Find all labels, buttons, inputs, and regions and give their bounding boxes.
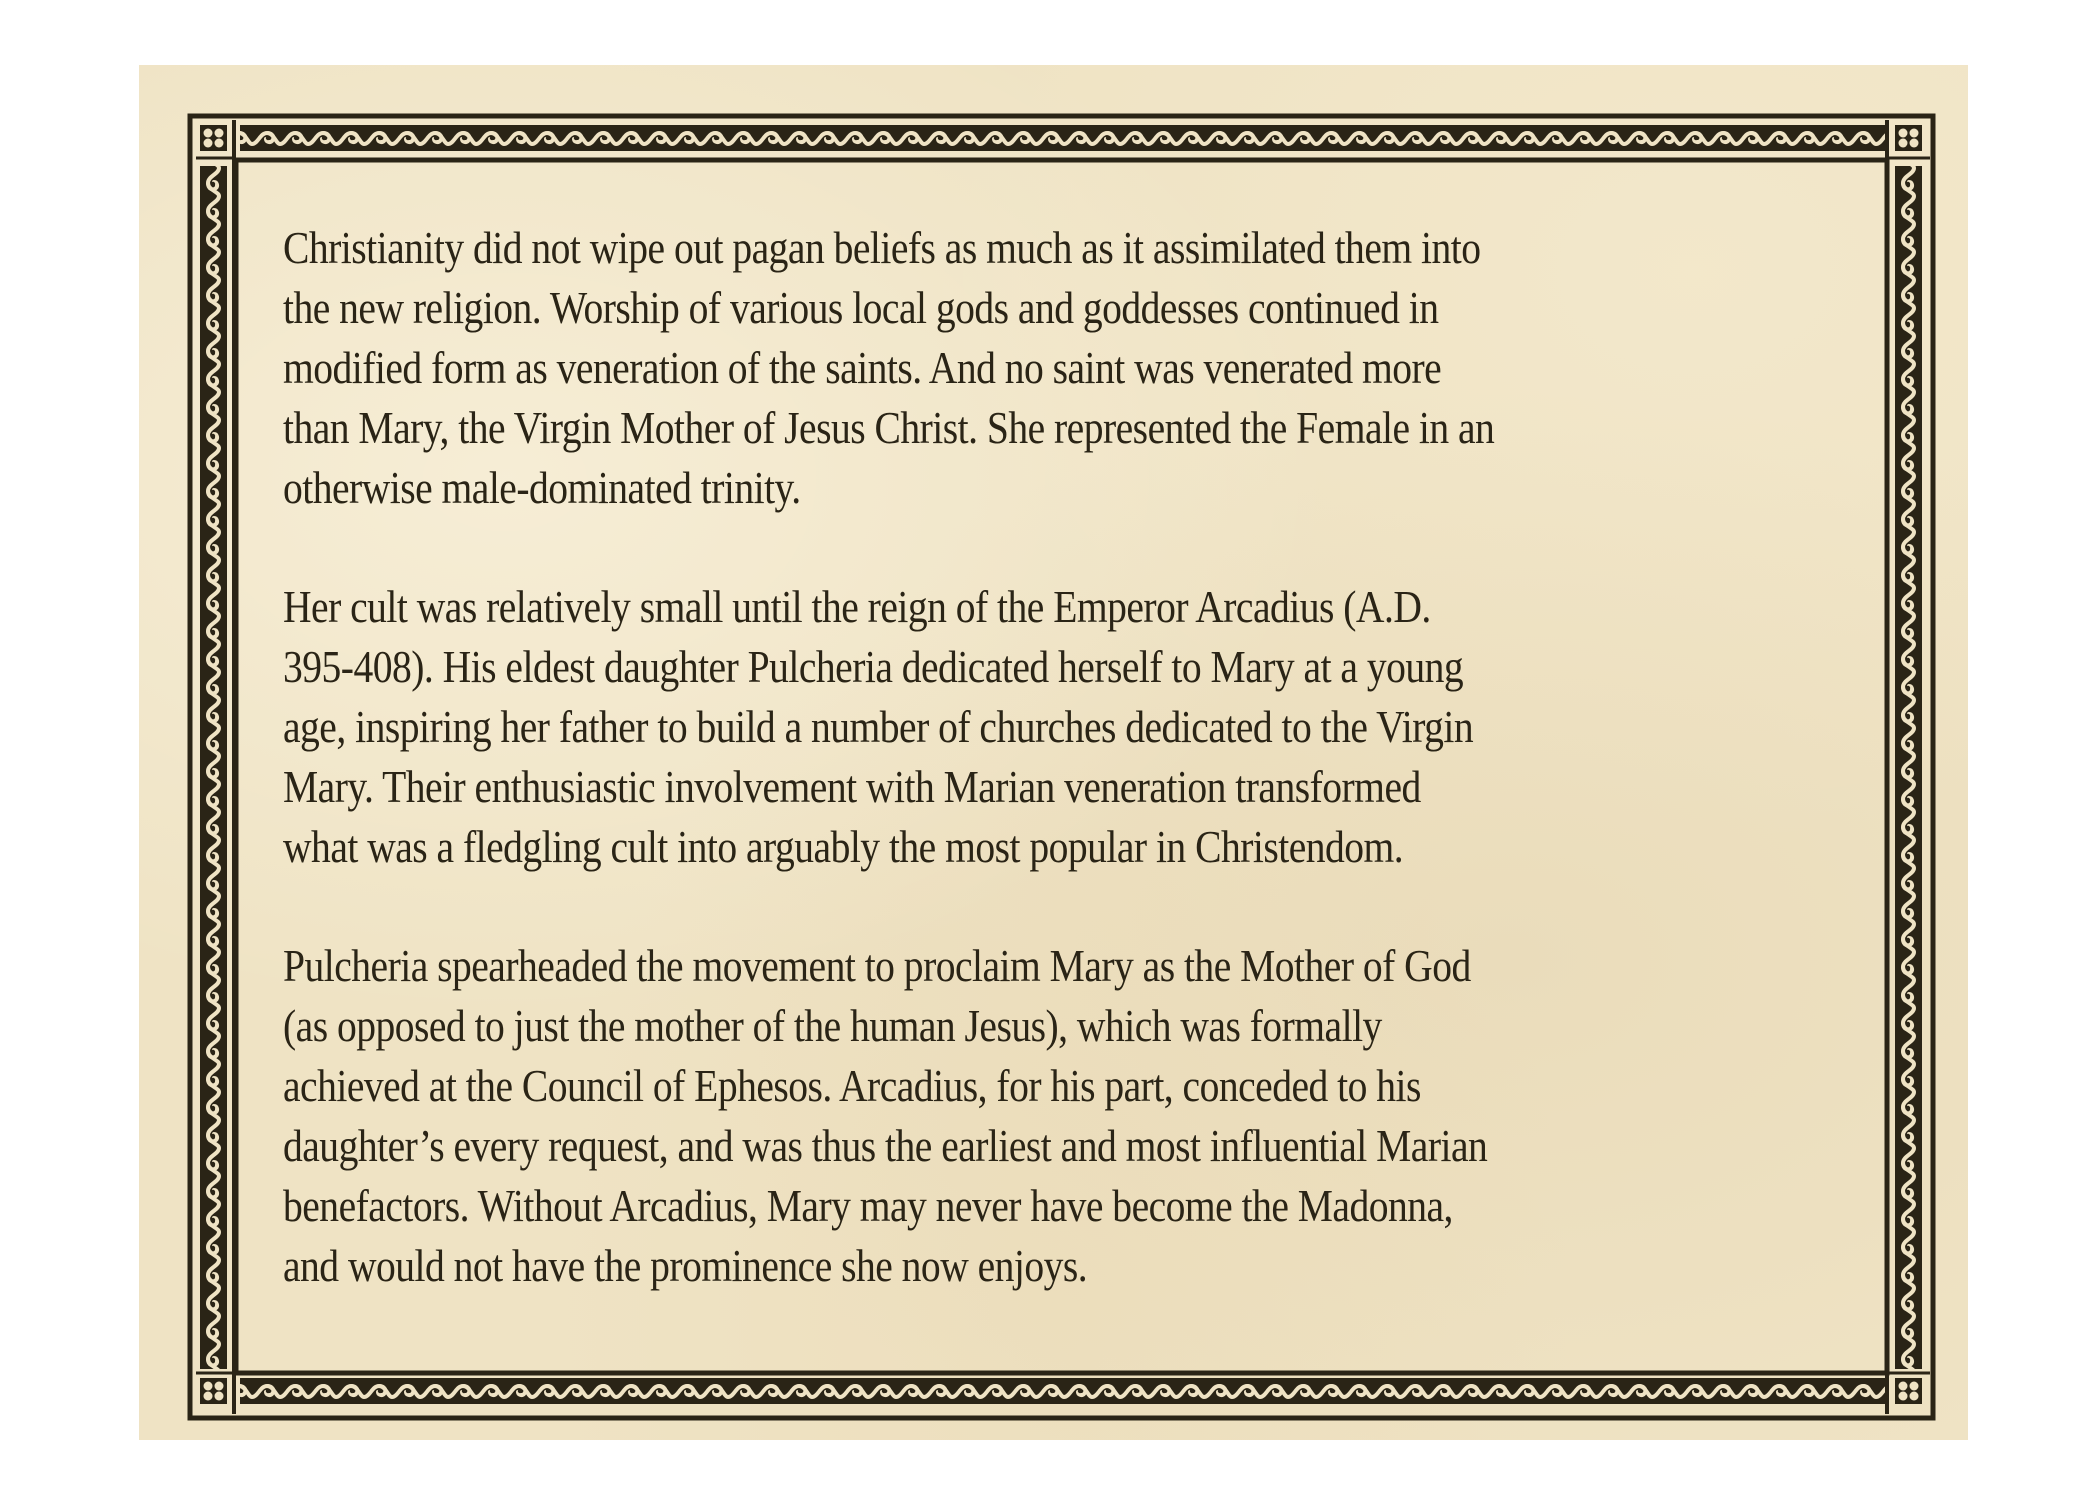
top-border-band xyxy=(240,125,1888,151)
paragraph-1 xyxy=(283,218,1874,518)
text-line: otherwise male-dominated trinity. xyxy=(283,462,801,513)
text-line: the new religion. Worship of various local gods and goddesses continued in xyxy=(283,282,1439,333)
text-line: 395-408). His eldest daughter Pulcheria dedicated herself to Mary at a young xyxy=(283,641,1464,692)
document-body xyxy=(283,218,1650,1355)
text-line: modified form as veneration of the saints. And no saint was venerated more xyxy=(283,342,1442,393)
text-line: and would not have the prominence she now enjoys. xyxy=(283,1240,1088,1291)
right-border-band xyxy=(1895,166,1922,1369)
paragraph-2 xyxy=(283,577,1874,877)
text-line: benefactors. Without Arcadius, Mary may never have become the Madonna, xyxy=(283,1180,1453,1231)
text-line: achieved at the Council of Ephesos. Arcadius, for his part, conceded to his xyxy=(283,1060,1421,1111)
paragraph-3 xyxy=(283,936,1874,1296)
text-line: (as opposed to just the mother of the human Jesus), which was formally xyxy=(283,1000,1382,1051)
text-line: daughter’s every request, and was thus the earliest and most influential Marian xyxy=(283,1120,1488,1171)
text-line: Pulcheria spearheaded the movement to proclaim Mary as the Mother of God xyxy=(283,940,1471,991)
text-line: what was a fledgling cult into arguably the most popular in Christendom. xyxy=(283,821,1404,872)
text-line: than Mary, the Virgin Mother of Jesus Christ. She represented the Female in an xyxy=(283,402,1495,453)
left-border-band xyxy=(200,166,227,1369)
text-line: Mary. Their enthusiastic involvement with Marian veneration transformed xyxy=(283,761,1421,812)
text-line: Her cult was relatively small until the reign of the Emperor Arcadius (A.D. xyxy=(283,581,1431,632)
text-line: age, inspiring her father to build a number of churches dedicated to the Virgin xyxy=(283,701,1474,752)
text-line: Christianity did not wipe out pagan beliefs as much as it assimilated them into xyxy=(283,222,1481,273)
bottom-border-band xyxy=(240,1378,1888,1404)
